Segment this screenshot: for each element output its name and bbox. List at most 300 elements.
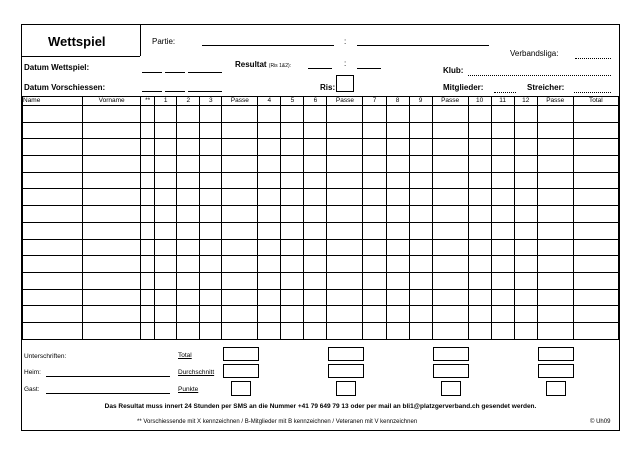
score-cell[interactable] (468, 289, 491, 306)
score-cell[interactable] (537, 289, 573, 306)
punkte-box-4[interactable] (546, 381, 566, 396)
score-cell[interactable] (432, 289, 468, 306)
score-cell[interactable] (83, 222, 141, 239)
score-cell[interactable] (514, 322, 537, 339)
score-cell[interactable] (386, 222, 409, 239)
score-cell[interactable] (514, 106, 537, 123)
score-cell[interactable] (327, 256, 363, 273)
score-cell[interactable] (141, 306, 155, 323)
gast-signature-field[interactable] (46, 393, 170, 394)
score-cell[interactable] (386, 139, 409, 156)
durchschnitt-box-2[interactable] (328, 364, 364, 378)
score-cell[interactable] (409, 206, 432, 223)
datum-vorschiessen-day[interactable] (142, 91, 162, 92)
score-cell[interactable] (386, 189, 409, 206)
score-cell[interactable] (573, 189, 618, 206)
score-cell[interactable] (327, 306, 363, 323)
score-cell[interactable] (155, 306, 177, 323)
score-cell[interactable] (327, 172, 363, 189)
score-cell[interactable] (281, 156, 304, 173)
score-cell[interactable] (155, 322, 177, 339)
score-cell[interactable] (155, 189, 177, 206)
score-cell[interactable] (468, 306, 491, 323)
score-cell[interactable] (491, 172, 514, 189)
score-cell[interactable] (304, 256, 327, 273)
score-cell[interactable] (327, 289, 363, 306)
durchschnitt-box-3[interactable] (433, 364, 469, 378)
score-cell[interactable] (327, 206, 363, 223)
score-cell[interactable] (409, 172, 432, 189)
score-cell[interactable] (155, 222, 177, 239)
score-cell[interactable] (141, 322, 155, 339)
score-cell[interactable] (155, 139, 177, 156)
score-cell[interactable] (327, 239, 363, 256)
score-cell[interactable] (409, 289, 432, 306)
score-cell[interactable] (258, 239, 281, 256)
score-cell[interactable] (491, 106, 514, 123)
score-cell[interactable] (491, 306, 514, 323)
score-cell[interactable] (281, 272, 304, 289)
score-cell[interactable] (537, 256, 573, 273)
score-cell[interactable] (222, 106, 258, 123)
score-cell[interactable] (258, 172, 281, 189)
score-cell[interactable] (409, 222, 432, 239)
score-cell[interactable] (491, 239, 514, 256)
total-box-3[interactable] (433, 347, 469, 361)
score-cell[interactable] (468, 106, 491, 123)
score-cell[interactable] (304, 139, 327, 156)
score-cell[interactable] (363, 239, 386, 256)
score-cell[interactable] (200, 272, 222, 289)
score-cell[interactable] (200, 106, 222, 123)
score-cell[interactable] (573, 106, 618, 123)
streicher-field[interactable] (574, 92, 611, 93)
score-cell[interactable] (491, 206, 514, 223)
score-cell[interactable] (514, 222, 537, 239)
score-cell[interactable] (514, 189, 537, 206)
score-cell[interactable] (23, 106, 83, 123)
score-cell[interactable] (141, 139, 155, 156)
score-cell[interactable] (23, 189, 83, 206)
score-cell[interactable] (468, 256, 491, 273)
score-cell[interactable] (409, 272, 432, 289)
score-cell[interactable] (155, 272, 177, 289)
score-cell[interactable] (258, 322, 281, 339)
score-cell[interactable] (514, 289, 537, 306)
score-cell[interactable] (200, 122, 222, 139)
score-cell[interactable] (258, 256, 281, 273)
score-cell[interactable] (141, 239, 155, 256)
score-cell[interactable] (141, 272, 155, 289)
score-cell[interactable] (200, 206, 222, 223)
score-cell[interactable] (514, 306, 537, 323)
score-cell[interactable] (83, 206, 141, 223)
score-cell[interactable] (304, 306, 327, 323)
score-cell[interactable] (468, 222, 491, 239)
score-cell[interactable] (281, 222, 304, 239)
score-cell[interactable] (23, 139, 83, 156)
score-cell[interactable] (222, 206, 258, 223)
score-cell[interactable] (304, 106, 327, 123)
score-cell[interactable] (23, 222, 83, 239)
score-cell[interactable] (200, 189, 222, 206)
score-cell[interactable] (432, 156, 468, 173)
score-cell[interactable] (177, 172, 200, 189)
score-cell[interactable] (281, 122, 304, 139)
score-cell[interactable] (386, 122, 409, 139)
score-cell[interactable] (409, 139, 432, 156)
score-cell[interactable] (304, 206, 327, 223)
score-cell[interactable] (155, 106, 177, 123)
score-cell[interactable] (222, 272, 258, 289)
score-cell[interactable] (200, 322, 222, 339)
score-cell[interactable] (491, 272, 514, 289)
score-cell[interactable] (281, 139, 304, 156)
score-cell[interactable] (386, 289, 409, 306)
score-cell[interactable] (409, 322, 432, 339)
verbandsliga-field[interactable] (575, 58, 611, 59)
score-cell[interactable] (177, 206, 200, 223)
score-cell[interactable] (222, 156, 258, 173)
score-cell[interactable] (409, 306, 432, 323)
score-cell[interactable] (514, 256, 537, 273)
score-cell[interactable] (155, 156, 177, 173)
score-cell[interactable] (573, 172, 618, 189)
score-cell[interactable] (141, 222, 155, 239)
score-cell[interactable] (200, 222, 222, 239)
score-cell[interactable] (281, 256, 304, 273)
score-cell[interactable] (432, 322, 468, 339)
score-cell[interactable] (304, 222, 327, 239)
score-cell[interactable] (514, 156, 537, 173)
score-cell[interactable] (432, 272, 468, 289)
score-cell[interactable] (386, 106, 409, 123)
score-cell[interactable] (327, 106, 363, 123)
score-cell[interactable] (537, 322, 573, 339)
score-cell[interactable] (177, 306, 200, 323)
score-cell[interactable] (222, 239, 258, 256)
score-cell[interactable] (409, 239, 432, 256)
score-cell[interactable] (468, 206, 491, 223)
score-cell[interactable] (432, 106, 468, 123)
score-cell[interactable] (514, 122, 537, 139)
datum-wettspiel-year[interactable] (188, 72, 222, 73)
score-cell[interactable] (304, 122, 327, 139)
total-box-4[interactable] (538, 347, 574, 361)
score-cell[interactable] (537, 172, 573, 189)
score-cell[interactable] (537, 156, 573, 173)
datum-vorschiessen-year[interactable] (188, 91, 222, 92)
score-cell[interactable] (200, 289, 222, 306)
score-cell[interactable] (177, 189, 200, 206)
score-cell[interactable] (363, 122, 386, 139)
score-cell[interactable] (258, 139, 281, 156)
score-cell[interactable] (23, 289, 83, 306)
score-cell[interactable] (468, 272, 491, 289)
score-cell[interactable] (573, 322, 618, 339)
score-cell[interactable] (177, 106, 200, 123)
score-cell[interactable] (155, 172, 177, 189)
score-cell[interactable] (327, 272, 363, 289)
datum-vorschiessen-month[interactable] (165, 91, 185, 92)
score-cell[interactable] (222, 189, 258, 206)
durchschnitt-box-4[interactable] (538, 364, 574, 378)
score-cell[interactable] (386, 322, 409, 339)
score-cell[interactable] (141, 289, 155, 306)
score-cell[interactable] (386, 272, 409, 289)
score-cell[interactable] (83, 306, 141, 323)
score-cell[interactable] (281, 206, 304, 223)
score-cell[interactable] (281, 239, 304, 256)
score-cell[interactable] (363, 306, 386, 323)
score-cell[interactable] (327, 189, 363, 206)
score-cell[interactable] (304, 156, 327, 173)
score-cell[interactable] (573, 306, 618, 323)
score-cell[interactable] (155, 122, 177, 139)
score-cell[interactable] (491, 322, 514, 339)
score-cell[interactable] (386, 256, 409, 273)
score-cell[interactable] (363, 206, 386, 223)
score-cell[interactable] (363, 222, 386, 239)
score-cell[interactable] (141, 206, 155, 223)
score-cell[interactable] (83, 272, 141, 289)
score-cell[interactable] (258, 189, 281, 206)
score-cell[interactable] (281, 306, 304, 323)
score-cell[interactable] (386, 206, 409, 223)
score-cell[interactable] (200, 139, 222, 156)
score-cell[interactable] (432, 206, 468, 223)
score-cell[interactable] (83, 172, 141, 189)
score-cell[interactable] (327, 139, 363, 156)
score-cell[interactable] (155, 289, 177, 306)
score-cell[interactable] (281, 106, 304, 123)
heim-signature-field[interactable] (46, 376, 170, 377)
score-cell[interactable] (155, 256, 177, 273)
score-cell[interactable] (386, 306, 409, 323)
score-cell[interactable] (222, 306, 258, 323)
score-cell[interactable] (23, 322, 83, 339)
score-cell[interactable] (491, 289, 514, 306)
score-cell[interactable] (363, 106, 386, 123)
score-cell[interactable] (222, 139, 258, 156)
score-cell[interactable] (468, 122, 491, 139)
score-cell[interactable] (363, 172, 386, 189)
score-cell[interactable] (304, 239, 327, 256)
score-cell[interactable] (491, 189, 514, 206)
score-cell[interactable] (432, 189, 468, 206)
score-cell[interactable] (23, 172, 83, 189)
score-cell[interactable] (258, 106, 281, 123)
score-cell[interactable] (409, 256, 432, 273)
score-cell[interactable] (468, 156, 491, 173)
score-cell[interactable] (468, 239, 491, 256)
score-cell[interactable] (83, 289, 141, 306)
score-cell[interactable] (573, 239, 618, 256)
partie-home-field[interactable] (202, 45, 334, 46)
score-cell[interactable] (177, 139, 200, 156)
score-cell[interactable] (409, 156, 432, 173)
score-cell[interactable] (222, 289, 258, 306)
punkte-box-3[interactable] (441, 381, 461, 396)
score-cell[interactable] (491, 122, 514, 139)
score-cell[interactable] (222, 256, 258, 273)
score-cell[interactable] (23, 156, 83, 173)
score-cell[interactable] (363, 189, 386, 206)
resultat-home-field[interactable] (308, 68, 332, 69)
score-cell[interactable] (537, 306, 573, 323)
score-cell[interactable] (386, 156, 409, 173)
score-cell[interactable] (537, 222, 573, 239)
score-cell[interactable] (491, 256, 514, 273)
score-cell[interactable] (363, 139, 386, 156)
score-cell[interactable] (258, 156, 281, 173)
score-cell[interactable] (432, 306, 468, 323)
score-cell[interactable] (537, 122, 573, 139)
score-cell[interactable] (222, 122, 258, 139)
score-cell[interactable] (409, 189, 432, 206)
score-cell[interactable] (141, 106, 155, 123)
score-cell[interactable] (386, 172, 409, 189)
score-cell[interactable] (177, 239, 200, 256)
score-cell[interactable] (141, 156, 155, 173)
score-cell[interactable] (491, 222, 514, 239)
score-cell[interactable] (222, 322, 258, 339)
score-cell[interactable] (177, 222, 200, 239)
score-cell[interactable] (491, 156, 514, 173)
score-cell[interactable] (537, 206, 573, 223)
score-cell[interactable] (304, 289, 327, 306)
score-cell[interactable] (468, 189, 491, 206)
score-cell[interactable] (468, 139, 491, 156)
durchschnitt-box-1[interactable] (223, 364, 259, 378)
score-cell[interactable] (23, 306, 83, 323)
score-cell[interactable] (141, 189, 155, 206)
score-cell[interactable] (155, 239, 177, 256)
score-cell[interactable] (468, 322, 491, 339)
score-cell[interactable] (363, 256, 386, 273)
score-cell[interactable] (83, 322, 141, 339)
total-box-2[interactable] (328, 347, 364, 361)
score-cell[interactable] (83, 256, 141, 273)
score-cell[interactable] (327, 222, 363, 239)
score-cell[interactable] (573, 272, 618, 289)
score-cell[interactable] (200, 172, 222, 189)
score-cell[interactable] (573, 256, 618, 273)
score-cell[interactable] (363, 322, 386, 339)
punkte-box-2[interactable] (336, 381, 356, 396)
score-cell[interactable] (281, 322, 304, 339)
score-cell[interactable] (83, 239, 141, 256)
score-cell[interactable] (23, 272, 83, 289)
score-cell[interactable] (432, 222, 468, 239)
score-cell[interactable] (537, 189, 573, 206)
score-cell[interactable] (363, 289, 386, 306)
score-cell[interactable] (200, 306, 222, 323)
score-cell[interactable] (200, 239, 222, 256)
score-cell[interactable] (537, 139, 573, 156)
datum-wettspiel-day[interactable] (142, 72, 162, 73)
score-cell[interactable] (281, 172, 304, 189)
mitglieder-field[interactable] (494, 92, 516, 93)
score-cell[interactable] (23, 206, 83, 223)
score-cell[interactable] (537, 106, 573, 123)
score-cell[interactable] (573, 122, 618, 139)
score-cell[interactable] (537, 272, 573, 289)
score-cell[interactable] (327, 322, 363, 339)
score-cell[interactable] (258, 122, 281, 139)
score-cell[interactable] (514, 239, 537, 256)
score-cell[interactable] (83, 122, 141, 139)
score-cell[interactable] (304, 272, 327, 289)
score-cell[interactable] (177, 256, 200, 273)
score-cell[interactable] (432, 122, 468, 139)
total-box-1[interactable] (223, 347, 259, 361)
score-cell[interactable] (491, 139, 514, 156)
score-cell[interactable] (83, 189, 141, 206)
datum-wettspiel-month[interactable] (165, 72, 185, 73)
score-cell[interactable] (258, 206, 281, 223)
score-cell[interactable] (155, 206, 177, 223)
score-cell[interactable] (258, 272, 281, 289)
score-cell[interactable] (281, 289, 304, 306)
score-cell[interactable] (537, 239, 573, 256)
resultat-guest-field[interactable] (357, 68, 381, 69)
score-cell[interactable] (258, 289, 281, 306)
score-cell[interactable] (222, 172, 258, 189)
score-cell[interactable] (573, 289, 618, 306)
score-cell[interactable] (83, 156, 141, 173)
score-cell[interactable] (23, 239, 83, 256)
score-cell[interactable] (468, 172, 491, 189)
score-cell[interactable] (200, 256, 222, 273)
score-cell[interactable] (327, 122, 363, 139)
score-cell[interactable] (514, 272, 537, 289)
score-cell[interactable] (141, 256, 155, 273)
score-cell[interactable] (514, 139, 537, 156)
score-cell[interactable] (304, 172, 327, 189)
partie-guest-field[interactable] (357, 45, 489, 46)
score-cell[interactable] (177, 122, 200, 139)
score-cell[interactable] (258, 306, 281, 323)
score-cell[interactable] (409, 122, 432, 139)
score-cell[interactable] (23, 256, 83, 273)
score-cell[interactable] (177, 322, 200, 339)
score-cell[interactable] (83, 106, 141, 123)
score-cell[interactable] (514, 172, 537, 189)
ris-box[interactable] (336, 75, 354, 92)
score-cell[interactable] (304, 189, 327, 206)
score-cell[interactable] (363, 156, 386, 173)
score-cell[interactable] (432, 256, 468, 273)
score-cell[interactable] (432, 172, 468, 189)
score-cell[interactable] (177, 272, 200, 289)
score-cell[interactable] (514, 206, 537, 223)
score-cell[interactable] (258, 222, 281, 239)
score-cell[interactable] (573, 139, 618, 156)
score-cell[interactable] (200, 156, 222, 173)
score-cell[interactable] (573, 156, 618, 173)
score-cell[interactable] (281, 189, 304, 206)
score-cell[interactable] (363, 272, 386, 289)
score-cell[interactable] (327, 156, 363, 173)
score-cell[interactable] (177, 289, 200, 306)
score-cell[interactable] (432, 139, 468, 156)
score-cell[interactable] (141, 122, 155, 139)
score-cell[interactable] (177, 156, 200, 173)
score-cell[interactable] (573, 206, 618, 223)
score-cell[interactable] (304, 322, 327, 339)
punkte-box-1[interactable] (231, 381, 251, 396)
